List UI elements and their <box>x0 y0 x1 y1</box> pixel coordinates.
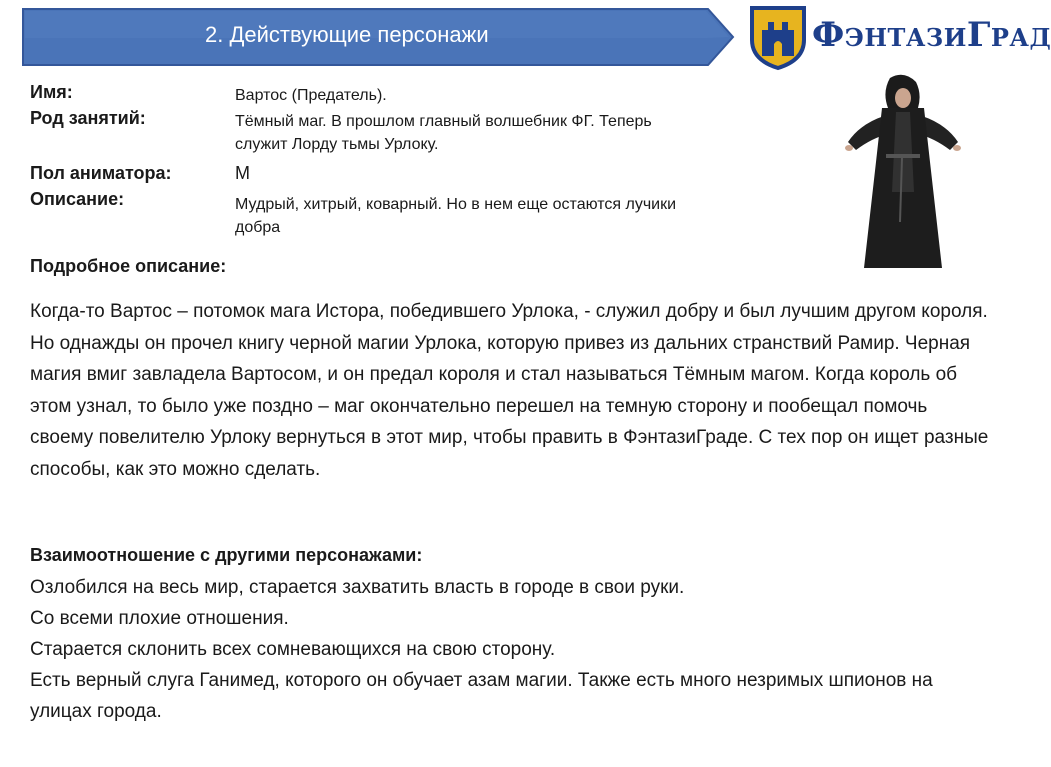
occupation-line-2: служит Лорду тьмы Урлоку. <box>235 136 439 153</box>
relations-list <box>30 572 990 727</box>
relations-line: Есть верный слуга Ганимед, которого он обучает азам магии. Также есть много незримых шпионов на улицах города. <box>30 670 939 722</box>
description-label: Описание: <box>30 189 125 209</box>
relations-line: Старается склонить всех сомневающихся на свою сторону. <box>30 639 556 660</box>
relations-line: Озлобился на весь мир, старается захватить власть в городе в свои руки. <box>30 577 685 598</box>
name-value: Вартос (Предатель). <box>235 87 387 104</box>
logo-wordmark: ФэнтазиГрад <box>812 15 1051 55</box>
description-value <box>235 193 810 239</box>
occupation-label: Род занятий: <box>30 108 146 128</box>
detailed-heading: Подробное описание: <box>30 256 227 276</box>
description-line-1: Мудрый, хитрый, коварный. Но в нем еще остаются лучики <box>235 196 677 213</box>
gender-value: М <box>235 163 250 183</box>
occupation-value <box>235 110 810 156</box>
relations-heading: Взаимоотношение с другими персонажами: <box>30 545 423 565</box>
gender-label: Пол аниматора: <box>30 163 172 183</box>
description-line-2: добра <box>235 219 281 236</box>
detailed-text: Когда-то Вартос – потомок мага Истора, победившего Урлока, - служил добру и был лучшим другом короля. Но однажды он прочел книгу черной магии Урлока, которую привез из дальних странствий Рамир. Черная магия вмиг завладела Вартосом, и он предал короля и стал называться Тёмным магом. Когда король об этом узнал, то было уже поздно – маг окончательно перешел на темную сторону и пообещал помочь своему повелителю Урлоку вернуться в этот мир, чтобы править в ФэнтазиГраде. С тех пор он ищет разные способы, как это можно сделать. <box>30 301 989 480</box>
page-title: 2. Действующие персонажи <box>205 22 489 47</box>
occupation-line-1: Тёмный маг. В прошлом главный волшебник ФГ. Теперь <box>235 113 652 130</box>
dark-mage-illustration <box>838 72 968 272</box>
name-label: Имя: <box>30 82 73 102</box>
relations-line: Со всеми плохие отношения. <box>30 608 289 629</box>
